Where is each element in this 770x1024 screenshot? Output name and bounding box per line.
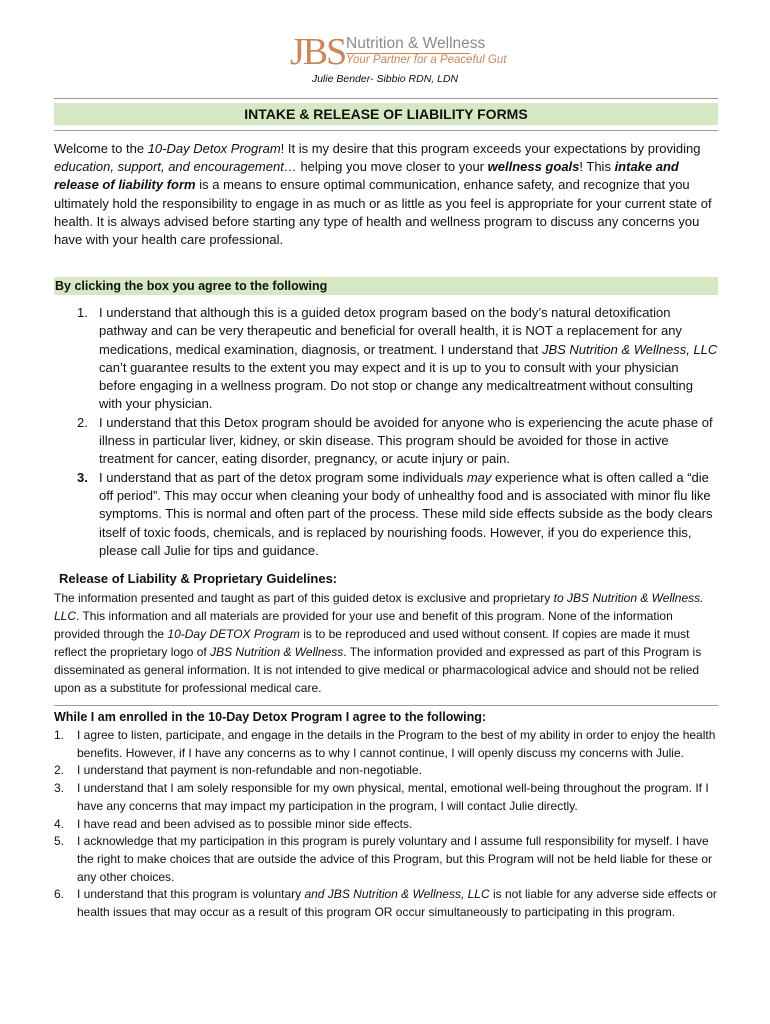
author-line: Julie Bender- Sibbio RDN, LDN: [311, 73, 459, 85]
divider: [54, 98, 718, 99]
list-item: 2. I understand that this Detox program should be avoided for anyone who is experiencing the acute phase of illness in particular liver, kidney, or skin disease. This program should be avoided for those in active treatment for cancer, eating disorder, pregnancy, or acute injury or pain.: [77, 414, 713, 467]
enrolled-heading: While I am enrolled in the 10-Day Detox Program I agree to the following:: [54, 710, 487, 724]
list-item: 2. I understand that payment is non-refundable and non-negotiable.: [54, 763, 422, 778]
release-heading: Release of Liability & Proprietary Guidelines:: [59, 571, 338, 586]
enrolled-list: [54, 727, 722, 922]
divider: [54, 705, 718, 706]
logo-tagline: Your Partner for a Peaceful Gut: [346, 54, 507, 66]
list-item: 1. I agree to listen, participate, and engage in the details in the Program to the best of my ability in order to enjoy the health benefits. However, if I have any concerns as to why I cannot continue, I will openly discuss my concerns with Julie.: [54, 728, 716, 760]
agree-heading: By clicking the box you agree to the following: [54, 277, 718, 295]
page-title: INTAKE & RELEASE OF LIABILITY FORMS: [54, 103, 718, 125]
list-item: 6. I understand that this program is voluntary and JBS Nutrition & Wellness, LLC is not liable for any adverse side effects or health issues that may occur as a result of this program OR occur simultaneously to participating in this program.: [54, 887, 717, 920]
list-item: 4. I have read and been advised as to possible minor side effects.: [54, 816, 413, 831]
intro-paragraph: Welcome to the 10-Day Detox Program! It is my desire that this program exceeds your expectations by providing education, support, and encouragement… helping you move closer to your wellness goals! This intake and release of liability form is a means to ensure optimal communication, enhance safety, and recognize that you ultimately hold the responsibility to engage in as much or as little as you feel is appropriate for your current state of health. It is always advised before starting any type of health and wellness program to discuss any concerns you have with your health care professional.: [54, 141, 712, 248]
logo-mark: JBS: [290, 31, 346, 73]
list-item: 1. I understand that although this is a guided detox program based on the body’s natural detoxification pathway and can be very therapeutic and beneficial for overall health, it is NOT a replacement for any medications, medical examination, diagnosis, or treatment. I understand that JBS Nutrition & Wellness, LLC can’t guarantee results to the extent you may expect and it is up to you to consult with your physician before engaging in a wellness program. Do not stop or change any medicaltreatment without consulting with your physician.: [77, 305, 718, 412]
divider: [54, 130, 718, 131]
company-logo: [290, 31, 507, 76]
list-item: 3. I understand that I am solely responsible for my own physical, mental, emotional well-being throughout the program. If I have any concerns that may impact my participation in the program, I will contact Julie directly.: [54, 781, 709, 813]
release-paragraph: The information presented and taught as part of this guided detox is exclusive and proprietary to JBS Nutrition & Wellness. LLC. This information and all materials are provided for your use and benefit of this program. None of the information provided through the 10-Day DETOX Program is to be reproduced and used without consent. If copies are made it must reflect the proprietary logo of JBS Nutrition & Wellness. The information provided and expressed as part of this Program is disseminated as general information. It is not intended to give medical or pharmacological advice and should not be relied upon as a substitute for professional medical care.: [54, 591, 704, 695]
list-item: 5. I acknowledge that my participation in this program is purely voluntary and I assume full responsibility for myself. I have the right to make choices that are outside the advice of this Program, but this Program will not be held liable for these or any other choices.: [54, 834, 712, 884]
list-item: 3. I understand that as part of the detox program some individuals may experience what is often called a “die off period”. This may occur when cleaning your body of unhealthy food and is associated with minor flu like symptoms. This is normal and often part of the process. These mild side effects subside as the body clears itself of toxic foods, chemicals, and is replaced by nourishing foods. However, if you do experience this, please call Julie for tips and guidance.: [77, 469, 713, 558]
logo-name: Nutrition & Wellness: [346, 35, 486, 52]
agree-list: [77, 304, 719, 560]
